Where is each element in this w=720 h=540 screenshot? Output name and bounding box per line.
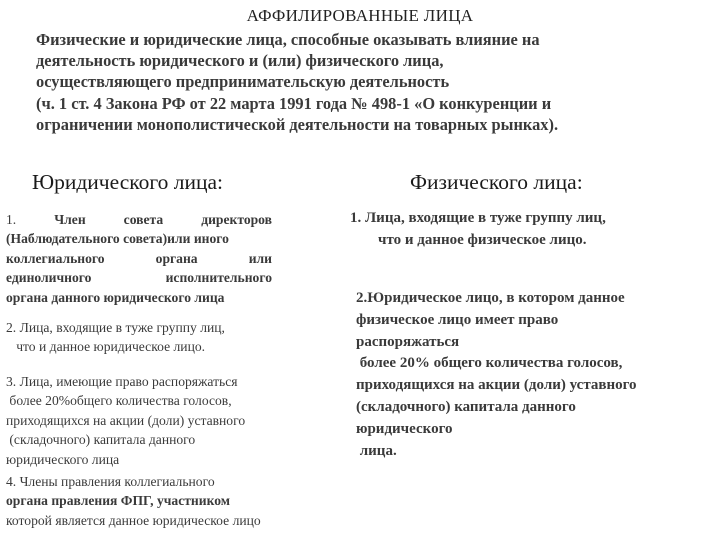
intro-paragraph xyxy=(36,29,696,135)
legal-item-4-line: которой является данное юридическое лицо xyxy=(6,512,261,528)
word: исполнительного xyxy=(165,270,272,286)
legal-item-1-line xyxy=(6,249,272,268)
intro-line: Физические и юридические лица, способные оказывать влияние на xyxy=(36,30,540,49)
legal-item-2-line: 2. Лица, входящие в туже группу лиц, xyxy=(6,320,225,335)
individual-item-2-line: (складочного) капитала данного xyxy=(356,398,576,415)
individual-item-2-line: более 20% общего количества голосов, xyxy=(356,355,623,372)
individual-heading: Физического лица: xyxy=(410,170,583,194)
word: единоличного xyxy=(6,270,92,286)
legal-item-4-line: 4. Члены правления коллегиального xyxy=(6,474,215,489)
individual-item-2-line: 2.Юридическое лицо, в котором данное xyxy=(356,290,625,306)
legal-item-3-line: более 20%общего количества голосов, xyxy=(6,393,232,409)
legal-item-2-line: что и данное юридическое лицо. xyxy=(6,339,206,355)
item-number: 1. xyxy=(6,212,17,227)
legal-item-3-line: (складочного) капитала данного xyxy=(6,432,196,448)
legal-item-1-line xyxy=(6,210,272,229)
legal-item-3-line: юридического лица xyxy=(6,451,120,467)
legal-item-3 xyxy=(6,372,336,469)
individual-item-1-line: 1. Лица, входящие в туже группу лиц, xyxy=(350,210,606,226)
legal-item-1-line: органа данного юридического лица xyxy=(6,289,225,305)
individual-item-2-line: физическое лицо имеет право xyxy=(356,311,559,328)
individual-item-2-line: распоряжаться xyxy=(356,333,460,350)
individual-item-2-line: лица. xyxy=(356,442,397,459)
individual-item-2-line: юридического xyxy=(356,420,453,437)
intro-line: осуществляющего предпринимательскую деятельность xyxy=(36,72,450,92)
legal-item-4 xyxy=(6,472,336,530)
legal-item-1-line xyxy=(6,268,272,287)
word: органа xyxy=(155,250,198,266)
legal-item-1-line: (Наблюдательного совета)или иного xyxy=(6,231,229,247)
individual-item-1-line: что и данное физическое лицо. xyxy=(378,231,587,248)
legal-item-3-line: 3. Лица, имеющие право распоряжаться xyxy=(6,374,238,389)
intro-line: ограничении монополистической деятельности на товарных рынках). xyxy=(36,114,559,134)
individual-item-2-line: приходящихся на акции (доли) уставного xyxy=(356,377,637,394)
word: или xyxy=(248,250,272,266)
word: директоров xyxy=(201,212,272,227)
page-title: АФФИЛИРОВАННЫЕ ЛИЦА xyxy=(246,6,474,25)
legal-item-3-line: приходящихся на акции (доли) уставного xyxy=(6,412,246,428)
legal-item-1 xyxy=(6,210,272,307)
word: Член xyxy=(54,212,86,227)
legal-item-2 xyxy=(6,318,336,357)
individual-item-1 xyxy=(350,208,606,252)
legal-entity-heading: Юридического лица: xyxy=(32,170,224,194)
word: совета xyxy=(123,212,164,227)
intro-line: (ч. 1 ст. 4 Закона РФ от 22 марта 1991 года № 498-1 «О конкуренции и xyxy=(36,93,552,113)
legal-item-4-line: органа правления ФПГ, участником xyxy=(6,493,231,509)
intro-line: деятельность юридического и (или) физического лица, xyxy=(36,51,444,71)
word: коллегиального xyxy=(6,250,105,266)
individual-item-2 xyxy=(356,288,637,462)
